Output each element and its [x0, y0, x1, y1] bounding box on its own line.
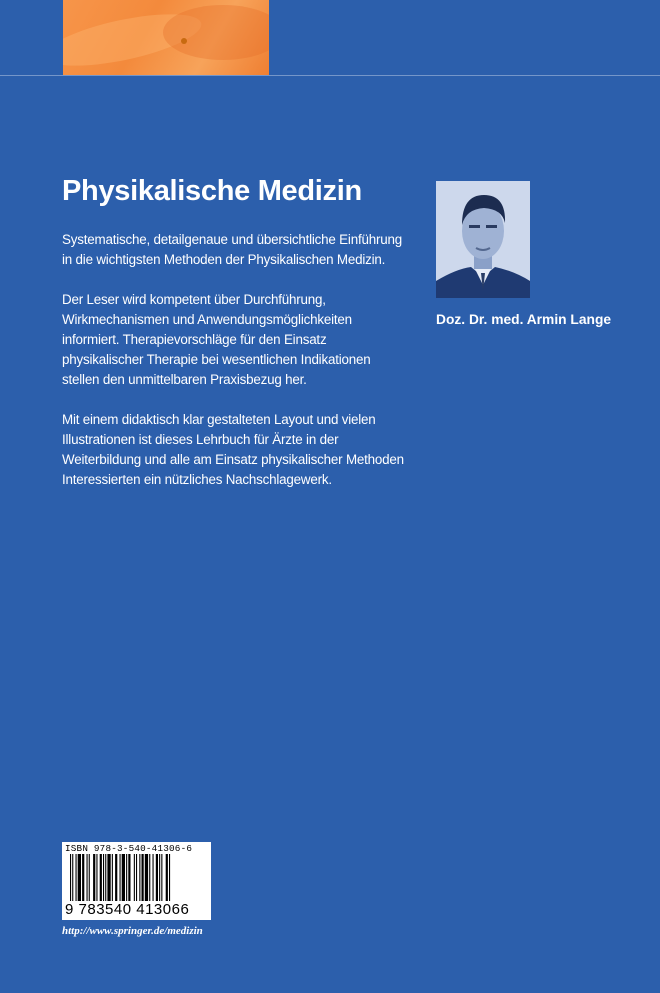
book-title: Physikalische Medizin [62, 175, 362, 207]
book-description [62, 230, 407, 510]
description-paragraph: Der Leser wird kompetent über Durchführung, Wirkmechanismen und Anwendungsmöglichkeiten informiert. Therapievorschläge für den Einsatz physikalischer Therapie bei wesentlichen Indikationen stellen den unmittelbaren Praxisbezug her. [62, 292, 371, 387]
author-photo [436, 181, 530, 298]
ean-number: 9 783540 413066 [65, 901, 190, 918]
description-paragraph: Mit einem didaktisch klar gestalteten Layout und vielen Illustrationen ist dieses Lehrbuch für Ärzte in der Weiterbildung und alle am Einsatz physikalischer Methoden Interessierten ein nützliches Nachschlagewerk. [62, 412, 404, 487]
isbn-barcode [62, 842, 211, 920]
cover-image [63, 0, 269, 75]
publisher-url[interactable]: http://www.springer.de/medizin [62, 925, 203, 937]
description-paragraph: Systematische, detailgenaue und übersichtliche Einführung in die wichtigsten Methoden der Physikalischen Medizin. [62, 232, 402, 267]
barcode-bars [70, 854, 204, 901]
author-name: Doz. Dr. med. Armin Lange [436, 312, 612, 327]
isbn-number: ISBN 978-3-540-41306-6 [65, 843, 193, 854]
divider [0, 75, 660, 76]
